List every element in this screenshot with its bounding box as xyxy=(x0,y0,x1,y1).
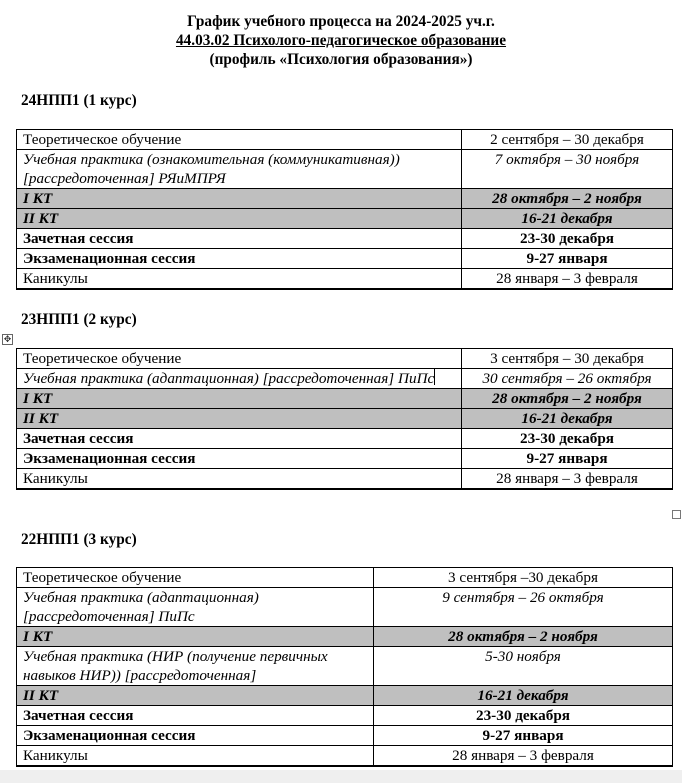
row-dates[interactable]: 28 января – 3 февраля xyxy=(462,469,673,490)
course-heading-2: 23НПП1 (2 курс) xyxy=(21,311,137,328)
row-dates[interactable]: 30 сентября – 26 октября xyxy=(462,369,673,389)
schedule-table-course-1[interactable] xyxy=(16,129,673,290)
row-label[interactable]: Каникулы xyxy=(17,746,374,767)
table-row[interactable] xyxy=(17,627,673,647)
row-label[interactable]: Учебная практика (адаптационная) [рассредоточенная] ПиПс xyxy=(17,588,374,627)
table-row[interactable] xyxy=(17,150,673,189)
table-row[interactable] xyxy=(17,349,673,369)
row-dates[interactable]: 2 сентября – 30 декабря xyxy=(462,130,673,150)
row-dates[interactable]: 23-30 декабря xyxy=(374,706,673,726)
row-label[interactable]: Учебная практика (ознакомительная (коммуникативная)) [рассредоточенная] РЯиМПРЯ xyxy=(17,150,462,189)
course-heading-1: 24НПП1 (1 курс) xyxy=(21,92,137,109)
table-row[interactable] xyxy=(17,647,673,686)
table-row[interactable] xyxy=(17,469,673,490)
row-dates[interactable]: 23-30 декабря xyxy=(462,429,673,449)
table-row[interactable] xyxy=(17,746,673,767)
row-label[interactable]: Экзаменационная сессия xyxy=(17,449,462,469)
row-dates[interactable]: 9 сентября – 26 октября xyxy=(374,588,673,627)
title-line-1: График учебного процесса на 2024-2025 уч.г. xyxy=(187,13,495,30)
table-row[interactable] xyxy=(17,189,673,209)
row-label[interactable]: Экзаменационная сессия xyxy=(17,249,462,269)
row-label[interactable]: Теоретическое обучение xyxy=(17,130,462,150)
row-dates[interactable]: 23-30 декабря xyxy=(462,229,673,249)
table-row[interactable] xyxy=(17,249,673,269)
row-dates[interactable]: 7 октября – 30 ноября xyxy=(462,150,673,189)
table-row[interactable] xyxy=(17,369,673,389)
page-bottom-edge xyxy=(0,770,682,783)
table-row[interactable] xyxy=(17,409,673,429)
text-cursor xyxy=(434,369,435,385)
row-label[interactable]: Зачетная сессия xyxy=(17,429,462,449)
move-arrows-icon[interactable]: ✥ xyxy=(3,335,12,345)
table-row[interactable] xyxy=(17,389,673,409)
resize-handle-icon[interactable] xyxy=(672,510,681,519)
row-dates[interactable]: 3 сентября – 30 декабря xyxy=(462,349,673,369)
row-dates[interactable]: 28 января – 3 февраля xyxy=(462,269,673,290)
title-line-3: (профиль «Психология образования») xyxy=(209,51,473,68)
schedule-table-course-2[interactable] xyxy=(16,348,673,490)
row-label[interactable]: Теоретическое обучение xyxy=(17,349,462,369)
row-label[interactable]: Экзаменационная сессия xyxy=(17,726,374,746)
row-dates[interactable]: 9-27 января xyxy=(374,726,673,746)
row-label[interactable]: II КТ xyxy=(17,409,462,429)
row-label[interactable]: II КТ xyxy=(17,209,462,229)
row-dates[interactable]: 9-27 января xyxy=(462,449,673,469)
table-row[interactable] xyxy=(17,429,673,449)
row-label[interactable]: Зачетная сессия xyxy=(17,229,462,249)
row-dates[interactable]: 28 октября – 2 ноября xyxy=(462,189,673,209)
document-title xyxy=(0,12,682,69)
table-row[interactable] xyxy=(17,686,673,706)
row-label[interactable]: Учебная практика (адаптационная) [рассредоточенная] ПиПс xyxy=(23,370,435,387)
title-line-2: 44.03.02 Психолого-педагогическое образование xyxy=(175,32,507,49)
row-label[interactable]: Теоретическое обучение xyxy=(17,568,374,588)
row-label[interactable]: Каникулы xyxy=(17,469,462,490)
table-row[interactable] xyxy=(17,229,673,249)
course-heading-3: 22НПП1 (3 курс) xyxy=(21,531,137,548)
row-dates[interactable]: 5-30 ноября xyxy=(374,647,673,686)
row-label[interactable]: Каникулы xyxy=(17,269,462,290)
table-row[interactable] xyxy=(17,726,673,746)
row-dates[interactable]: 16-21 декабря xyxy=(462,409,673,429)
row-dates[interactable]: 28 января – 3 февраля xyxy=(374,746,673,767)
table-row[interactable] xyxy=(17,269,673,290)
row-dates[interactable]: 28 октября – 2 ноября xyxy=(462,389,673,409)
row-label[interactable]: I КТ xyxy=(17,627,374,647)
table-row[interactable] xyxy=(17,209,673,229)
table-row[interactable] xyxy=(17,588,673,627)
table-row[interactable] xyxy=(17,449,673,469)
row-dates[interactable]: 28 октября – 2 ноября xyxy=(374,627,673,647)
row-label-with-cursor[interactable] xyxy=(17,369,462,389)
row-label[interactable]: Зачетная сессия xyxy=(17,706,374,726)
row-label[interactable]: Учебная практика (НИР (получение первичных навыков НИР)) [рассредоточенная] xyxy=(17,647,374,686)
schedule-table-course-3[interactable] xyxy=(16,567,673,767)
row-label[interactable]: I КТ xyxy=(17,189,462,209)
row-dates[interactable]: 16-21 декабря xyxy=(462,209,673,229)
table-row[interactable] xyxy=(17,706,673,726)
row-label[interactable]: I КТ xyxy=(17,389,462,409)
table-row[interactable] xyxy=(17,568,673,588)
table-row[interactable] xyxy=(17,130,673,150)
row-dates[interactable]: 16-21 декабря xyxy=(374,686,673,706)
row-label[interactable]: II КТ xyxy=(17,686,374,706)
row-dates[interactable]: 9-27 января xyxy=(462,249,673,269)
row-dates[interactable]: 3 сентября –30 декабря xyxy=(374,568,673,588)
